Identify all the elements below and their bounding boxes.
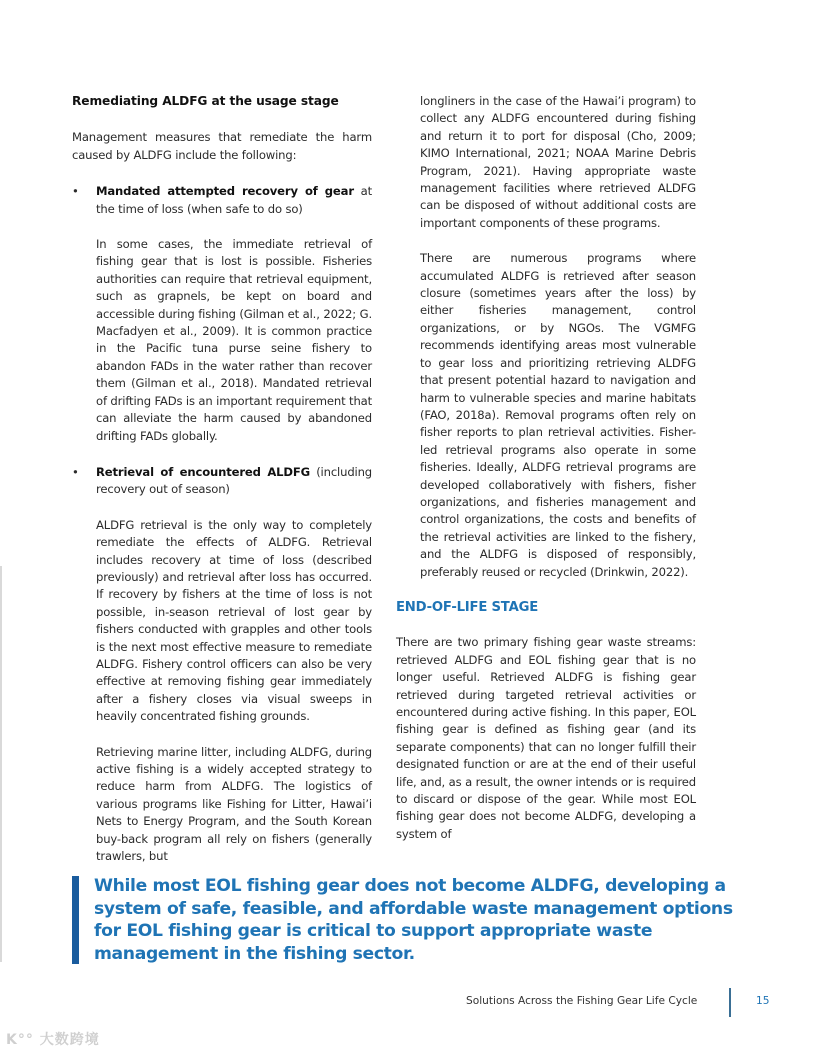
body-paragraph: Retrieving marine litter, including ALDFG, during active fishing is a widely accepted strategy to reduce harm from ALDFG. The logistics of various programs like Fishing for Litter, Hawai’i Nets to Energy Program, and the South Korean buy-back program all rely on fishers (generally trawlers, but <box>96 744 372 864</box>
bullet-title: Mandated attempted recovery of gear <box>96 184 354 199</box>
body-paragraph: longliners in the case of the Hawai’i program) to collect any ALDFG encountered during fishing and return it to port for disposal (Cho, 2009; KIMO International, 2021; NOAA Marine Debris Program, 2021). Having appropriate waste management facilities where retrieved ALDFG can be disposed of without additional costs are important components of these programs. <box>420 94 696 230</box>
bullet-item <box>72 464 372 499</box>
pull-quote-text: While most EOL fishing gear does not become ALDFG, developing a system of safe, feasible, and affordable waste management options for EOL fishing gear is critical to support appropriate waste management in the fishing sector. <box>94 876 733 964</box>
bullet-heading <box>96 464 372 499</box>
footer-title: Solutions Across the Fishing Gear Life Cycle <box>466 995 698 1007</box>
footer-divider <box>729 988 731 1017</box>
bullet-title: Retrieval of encountered ALDFG <box>96 464 310 479</box>
left-column <box>72 93 372 865</box>
bullet-heading <box>96 183 372 218</box>
bullet-marker: • <box>72 464 79 479</box>
intro-paragraph: Management measures that remediate the harm caused by ALDFG include the following: <box>72 130 372 162</box>
bullet-title-rest: at the time of loss (when safe to do so) <box>96 184 372 216</box>
page-edge-divider <box>0 566 2 962</box>
sub-heading: Remediating ALDFG at the usage stage <box>72 94 339 108</box>
right-column <box>396 93 696 843</box>
bullet-marker: • <box>72 184 79 199</box>
page-number: 15 <box>756 995 770 1007</box>
body-paragraph: In some cases, the immediate retrieval of fishing gear that is lost is possible. Fisheries authorities can require that retrieval equipment, such as grapnels, be kept on board and accessible during fishing (Gilman et al., 2022; G. Macfadyen et al., 2009). It is common practice in the Pacific tuna purse seine fishery to abandon FADs in the water rather than recover them (Gilman et al., 2018). Mandated retrieval of drifting FADs is an important requirement that can alleviate the harm caused by abandoned drifting FADs globally. <box>96 237 372 443</box>
pull-quote-bar <box>72 876 79 964</box>
bullet-item <box>72 183 372 218</box>
body-paragraph: There are two primary fishing gear waste streams: retrieved ALDFG and EOL fishing gear that is no longer useful. Retrieved ALDFG is fishing gear retrieved during targeted retrieval activities or encountered during active fishing. In this paper, EOL fishing gear is defined as fishing gear (and its separate components) that can no longer fulfill their designated function or are at the end of their useful life, and, as a result, the owner intends or is required to discard or dispose of the gear. While most EOL fishing gear does not become ALDFG, developing a system of <box>396 635 696 841</box>
watermark-logo: K°° 大数跨境 <box>6 1032 100 1048</box>
bullet-title-rest: (including recovery out of season) <box>96 464 373 497</box>
section-heading: END-OF-LIFE STAGE <box>396 599 539 615</box>
body-paragraph: There are numerous programs where accumulated ALDFG is retrieved after season closure (sometimes years after the loss) by either fisheries management, control organizations, or by NGOs. The VGMFG recommends identifying areas most vulnerable to gear loss and prioritizing retrieving ALDFG that present potential hazard to navigation and harm to vulnerable species and marine habitats (FAO, 2018a). Removal programs often rely on fisher reports to plan retrieval activities. Fisher-led retrieval programs also operate in some fisheries. Ideally, ALDFG retrieval programs are developed collaboratively with fishers, fisher organizations, and fisheries management and control organizations, the costs and benefits of the retrieval activities are linked to the fishery, and the ALDFG is disposed of responsibly, preferably reused or recycled (Drinkwin, 2022). <box>420 251 696 579</box>
body-paragraph: ALDFG retrieval is the only way to completely remediate the effects of ALDFG. Retrieval includes recovery at time of loss (described previously) and retrieval after loss has occurred. If recovery by fishers at the time of loss is not possible, in-season retrieval of lost gear by fishers conducted with grapples and other tools is the next most effective measure to remediate ALDFG. Fishery control officers can also be very effective at removing fishing gear immediately after a fishery closes via visual sweeps in heavily concentrated fishing grounds. <box>96 517 372 724</box>
